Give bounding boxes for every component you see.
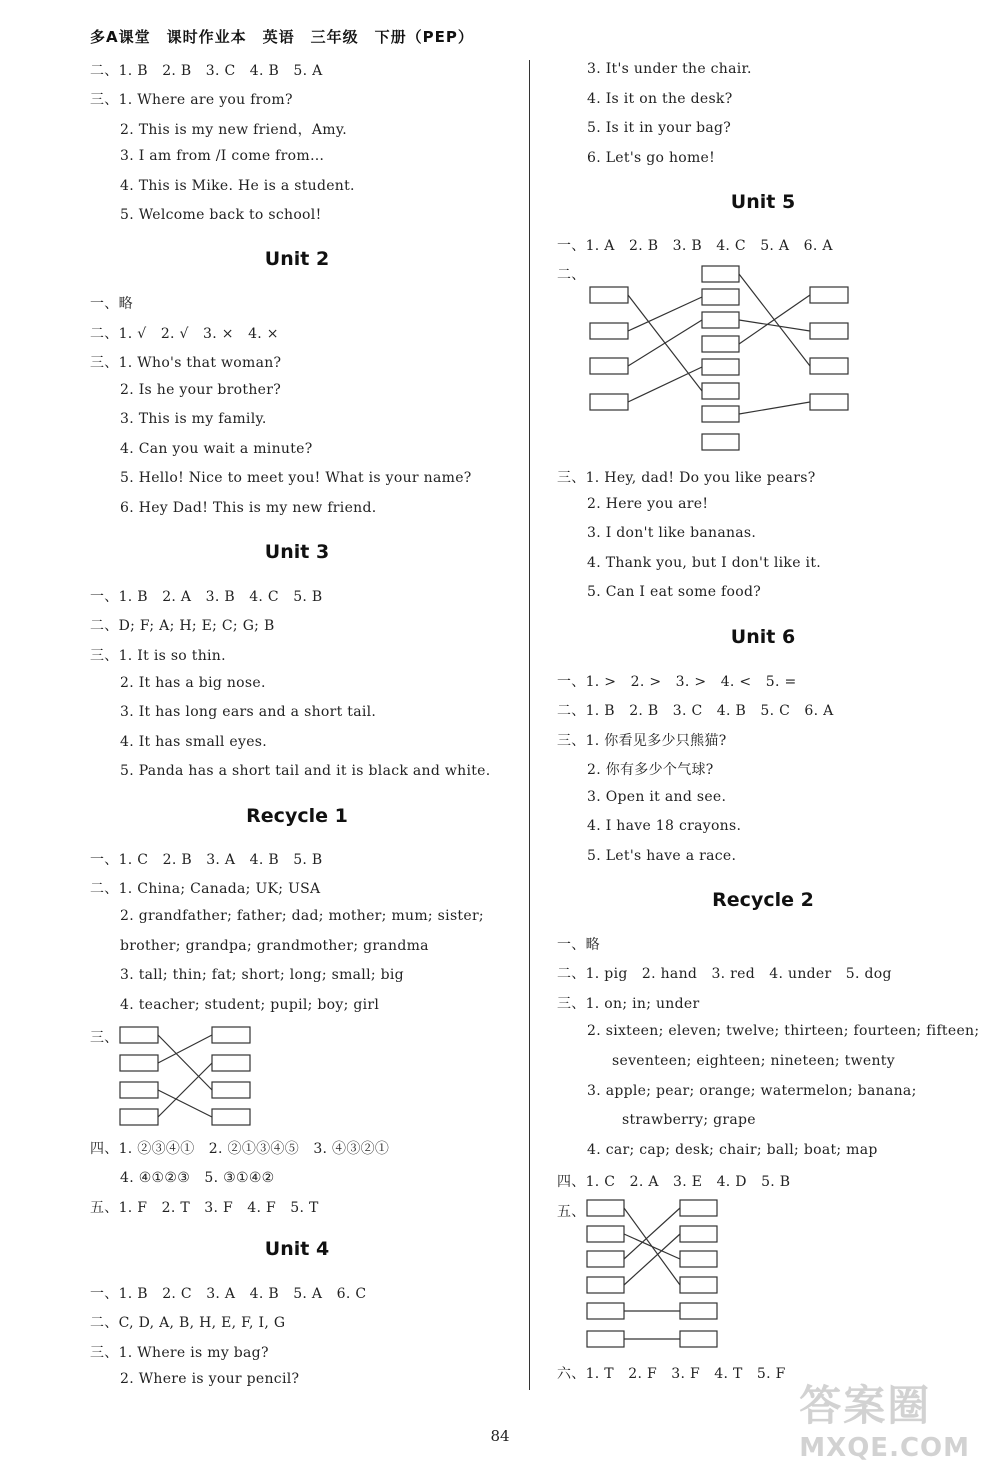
answer-line: 一、1. A 2. B 3. B 4. C 5. A 6. A [557,238,833,254]
answer-line: 5. Is it in your bag? [587,120,732,136]
section-title: Unit 3 [264,541,330,563]
answer-line: 2. 你有多少个气球? [587,762,714,778]
answer-line: seventeen; eighteen; nineteen; twenty [612,1053,895,1069]
answer-line: 5. Let's have a race. [587,848,737,864]
watermark [799,1373,970,1463]
answer-line: 4. Is it on the desk? [587,91,733,107]
page-number: 84 [490,1427,510,1445]
answer-line: 一、1. C 2. B 3. A 4. B 5. B [90,852,323,868]
section-title: Unit 5 [730,191,796,213]
answer-line: 2. Here you are! [587,496,709,512]
answer-line: 6. Hey Dad! This is my new friend. [120,500,377,516]
section-title: Unit 6 [730,626,796,648]
answer-line: 四、1. C 2. A 3. E 4. D 5. B [557,1174,791,1190]
section-title: Unit 4 [264,1238,330,1260]
answer-line: 4. I have 18 crayons. [587,818,742,834]
answer-line: 3. It's under the chair. [587,61,752,77]
section-title: Recycle 2 [712,889,814,911]
answer-line: strawberry; grape [622,1112,756,1128]
answer-line: 一、1. B 2. A 3. B 4. C 5. B [90,589,323,605]
section-title: Unit 2 [264,248,330,270]
answer-line: 四、1. ②③④① 2. ②①③④⑤ 3. ④③②① [90,1141,390,1157]
answer-line: 一、1. B 2. C 3. A 4. B 5. A 6. C [90,1286,367,1302]
watermark-logo: 答案圈 [799,1381,932,1430]
matching-diagram [115,1022,260,1130]
answer-line: 3. I don't like bananas. [587,525,757,541]
answer-line: 2. Where is your pencil? [120,1371,300,1387]
matching-diagram [582,1195,727,1355]
answer-line: 4. ④①②③ 5. ③①④② [120,1170,275,1186]
answer-line: 2. Is he your brother? [120,382,282,398]
answer-line: 三、1. Where is my bag? [90,1345,269,1361]
answer-line: 二、1. B 2. B 3. C 4. B 5. C 6. A [557,703,834,719]
answer-line: 3. It has long ears and a short tail. [120,704,377,720]
page-header: 多A课堂 课时作业本 英语 三年级 下册（PEP） [90,28,474,46]
answer-line: 5. Hello! Nice to meet you! What is your name? [120,470,472,486]
answer-line: 二、C, D, A, B, H, E, F, I, G [90,1315,286,1331]
answer-line: 3. tall; thin; fat; short; long; small; big [120,967,404,983]
answer-line: 一、略 [90,296,133,312]
answer-line: 2. This is my new friend，Amy. [120,122,347,138]
answer-line: 三、1. Hey, dad! Do you like pears? [557,470,816,486]
answer-line: 三、 [90,1030,119,1046]
answer-line: 三、1. It is so thin. [90,648,226,664]
answer-line: 3. Open it and see. [587,789,727,805]
answer-line: 2. grandfather; father; dad; mother; mum; sister; [120,908,484,924]
answer-line: 一、略 [557,937,600,953]
answer-line: 五、1. F 2. T 3. F 4. F 5. T [90,1200,319,1216]
answer-line: 4. Thank you, but I don't like it. [587,555,822,571]
answer-line: 三、1. Where are you from? [90,92,293,108]
answer-line: 二、D; F; A; H; E; C; G; B [90,618,275,634]
answer-line: 3. apple; pear; orange; watermelon; banana; [587,1083,917,1099]
answer-line: 4. It has small eyes. [120,734,268,750]
watermark-site: MXQE.COM [799,1433,970,1463]
answer-line: 六、1. T 2. F 3. F 4. T 5. F [557,1366,786,1382]
answer-line: brother; grandpa; grandmother; grandma [120,938,429,954]
answer-line: 二、1. B 2. B 3. C 4. B 5. A [90,63,323,79]
answer-line: 4. Can you wait a minute? [120,441,313,457]
answer-line: 三、1. Who's that woman? [90,355,282,371]
answer-line: 5. Welcome back to school! [120,207,322,223]
answer-line: 4. This is Mike. He is a student. [120,178,355,194]
answer-line: 4. teacher; student; pupil; boy; girl [120,997,380,1013]
column-divider [529,60,530,1390]
answer-line: 三、1. 你看见多少只熊猫? [557,733,727,749]
answer-line: 2. It has a big nose. [120,675,266,691]
answer-line: 一、1. > 2. > 3. > 4. < 5. = [557,674,797,690]
answer-line: 2. sixteen; eleven; twelve; thirteen; fourteen; fifteen; [587,1023,980,1039]
answer-line: 三、1. on; in; under [557,996,700,1012]
answer-line: 6. Let's go home! [587,150,716,166]
answer-line: 二、 [557,267,586,283]
answer-line: 二、1. China; Canada; UK; USA [90,881,321,897]
answer-line: 5. Can I eat some food? [587,584,762,600]
answer-line: 4. car; cap; desk; chair; ball; boat; map [587,1142,878,1158]
answer-line: 二、1. pig 2. hand 3. red 4. under 5. dog [557,966,892,982]
answer-line: 3. This is my family. [120,411,267,427]
answer-line: 五、 [557,1204,586,1220]
section-title: Recycle 1 [246,805,348,827]
answer-line: 二、1. √ 2. √ 3. × 4. × [90,326,279,342]
answer-line: 3. I am from /I come from… [120,148,325,164]
matching-diagram [585,262,855,456]
answer-line: 5. Panda has a short tail and it is black and white. [120,763,491,779]
